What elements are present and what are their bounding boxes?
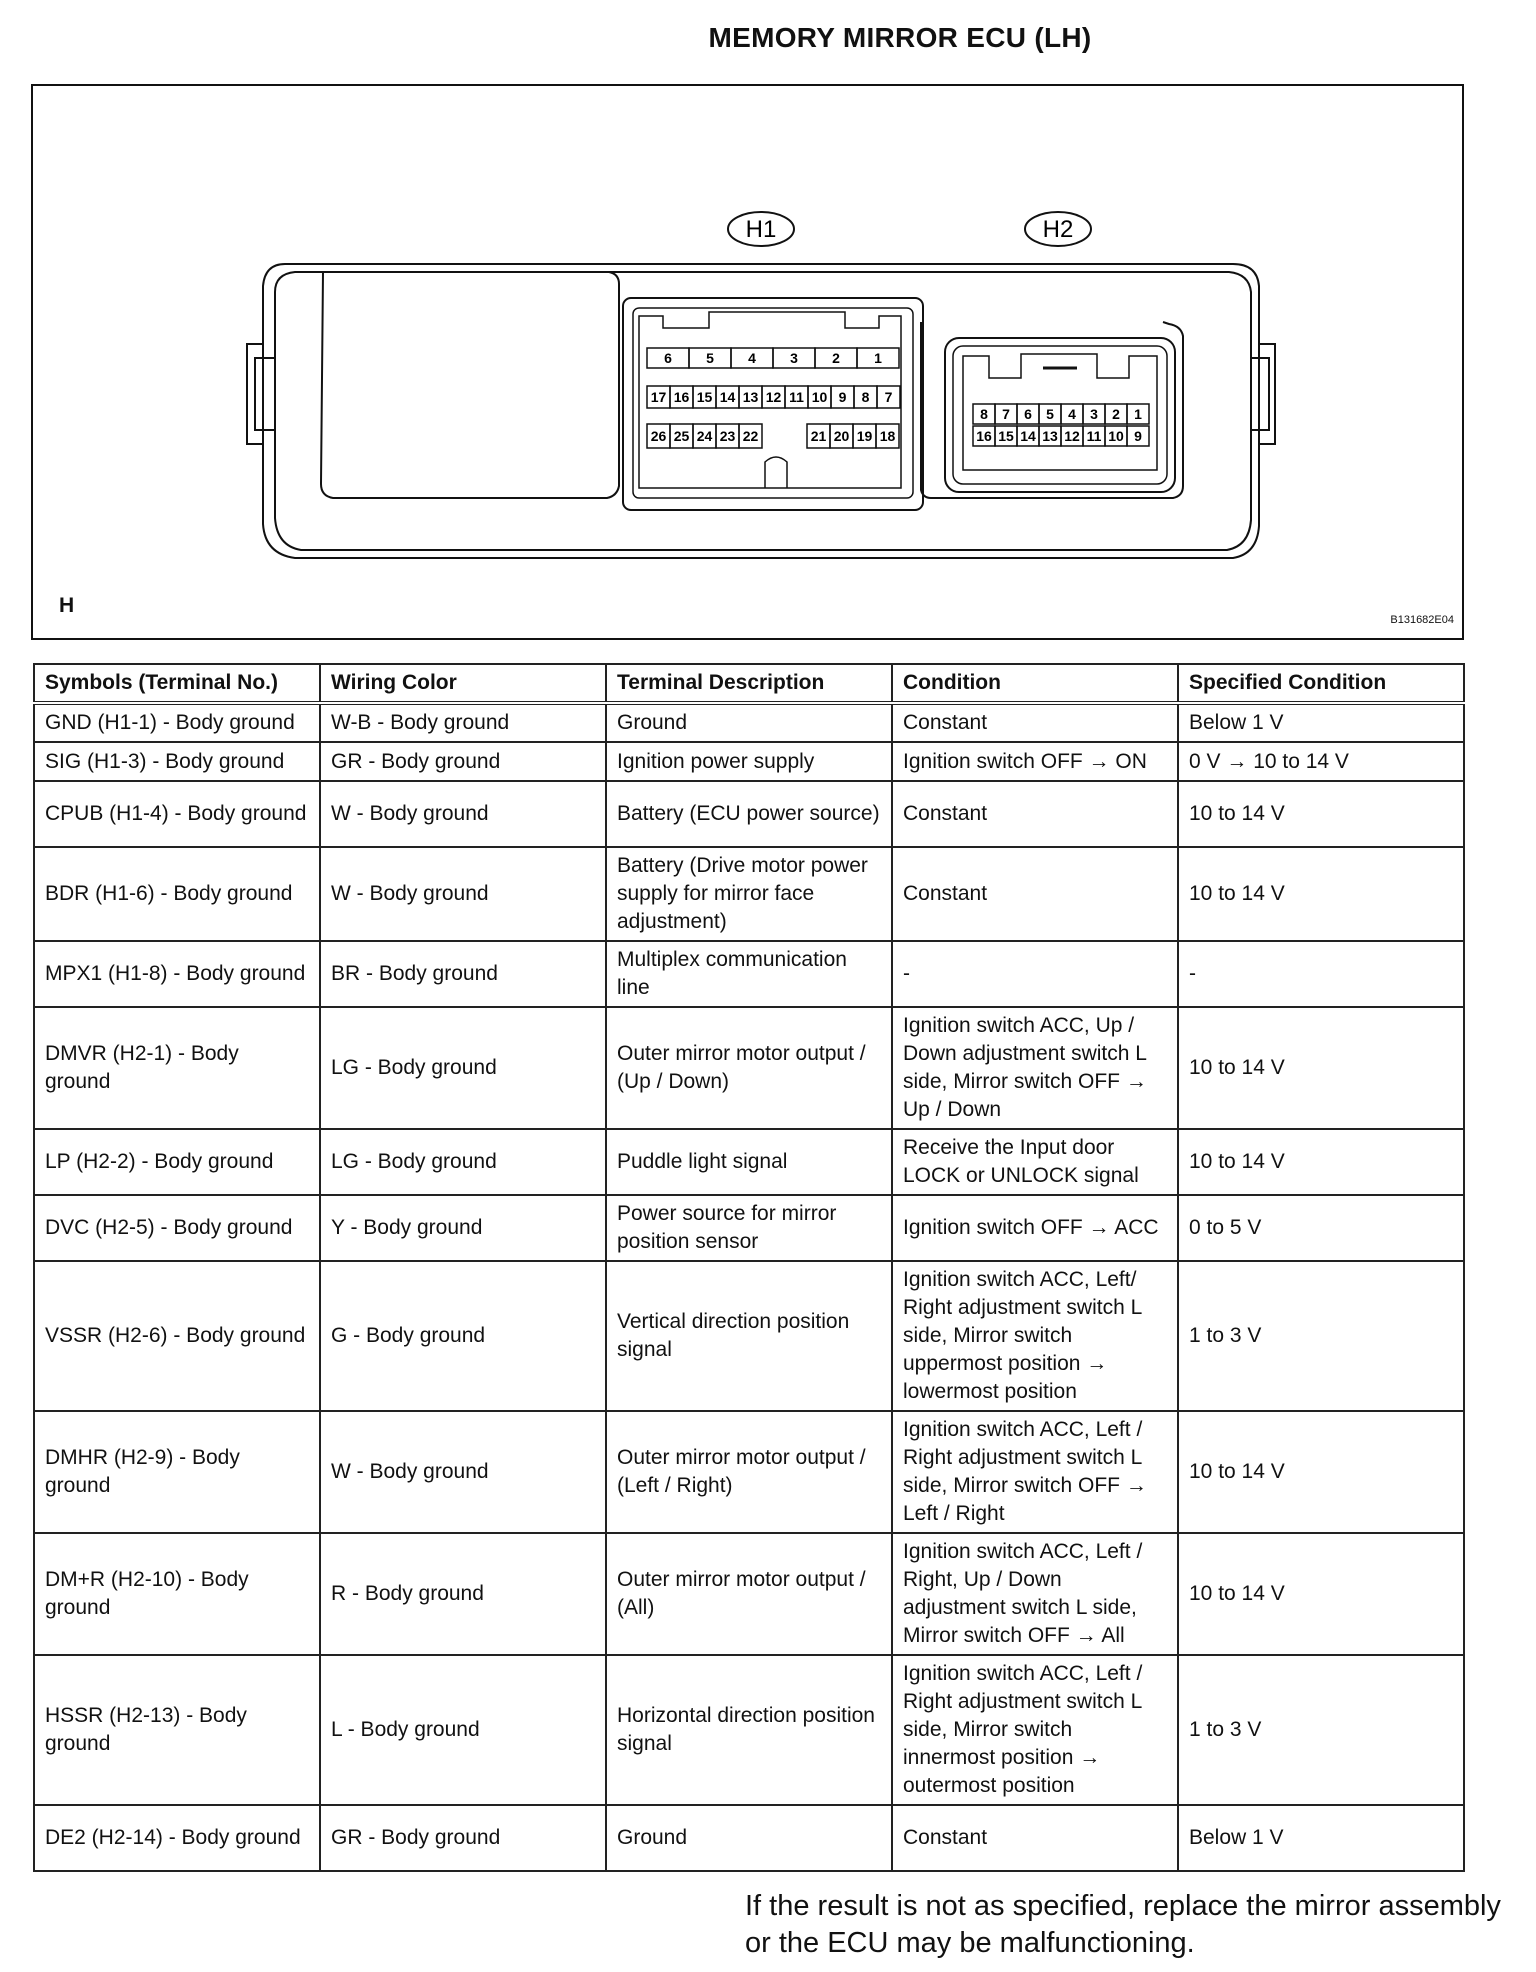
pin-number: 14 bbox=[1020, 428, 1036, 444]
pin-number: 16 bbox=[673, 389, 690, 405]
connector-diagram bbox=[31, 84, 1464, 640]
table-cell: W - Body ground bbox=[320, 847, 606, 941]
table-cell: LG - Body ground bbox=[320, 1129, 606, 1195]
table-cell: W-B - Body ground bbox=[320, 703, 606, 742]
page-title: MEMORY MIRROR ECU (LH) bbox=[708, 22, 1092, 53]
connector-pin bbox=[876, 424, 899, 448]
table-cell: 10 to 14 V bbox=[1178, 1411, 1464, 1533]
pin-number: 11 bbox=[1086, 428, 1102, 444]
footnote: If the result is not as specified, replace the mirror assembly or the ECU may be malfunctioning. bbox=[745, 1890, 1501, 1959]
table-cell: L - Body ground bbox=[320, 1655, 606, 1805]
pin-number: 24 bbox=[696, 428, 713, 444]
table-cell: Ground bbox=[606, 703, 892, 742]
table-cell: Horizontal direction position signal bbox=[606, 1655, 892, 1805]
table-cell: Ignition switch OFF → ON bbox=[892, 742, 1178, 781]
table-cell: Ignition switch ACC, Left / Right adjustment switch L side, Mirror switch innermost position → outermost position bbox=[892, 1655, 1178, 1805]
pin-number: 23 bbox=[719, 428, 736, 444]
table-cell: LG - Body ground bbox=[320, 1007, 606, 1129]
pin-number: 3 bbox=[790, 350, 798, 366]
table-cell: Receive the Input door LOCK or UNLOCK signal bbox=[892, 1129, 1178, 1195]
table-cell: - bbox=[1178, 941, 1464, 1007]
table-cell: 1 to 3 V bbox=[1178, 1261, 1464, 1411]
pin-number: 26 bbox=[650, 428, 667, 444]
table-cell: Outer mirror motor output / (Up / Down) bbox=[606, 1007, 892, 1129]
connector-h2-label: H2 bbox=[1042, 216, 1074, 243]
pin-number: 15 bbox=[998, 428, 1014, 444]
table-row bbox=[34, 742, 1464, 781]
connector-pin bbox=[854, 386, 877, 408]
connector-pin bbox=[670, 424, 693, 448]
pin-number: 4 bbox=[1068, 406, 1076, 422]
pin-number: 1 bbox=[874, 350, 882, 366]
table-cell: Ignition switch OFF → ACC bbox=[892, 1195, 1178, 1261]
table-cell: HSSR (H2-13) - Body ground bbox=[34, 1655, 320, 1805]
pin-number: 2 bbox=[832, 350, 840, 366]
connector-pin bbox=[1017, 426, 1039, 446]
table-cell: 10 to 14 V bbox=[1178, 847, 1464, 941]
table-cell: Constant bbox=[892, 1805, 1178, 1871]
connector-pin bbox=[1127, 426, 1149, 446]
h2-pin-grid bbox=[973, 404, 1149, 446]
pin-number: 2 bbox=[1112, 406, 1120, 422]
pin-number: 16 bbox=[976, 428, 992, 444]
connector-pin bbox=[1083, 426, 1105, 446]
table-row bbox=[34, 1007, 1464, 1129]
table-cell: 10 to 14 V bbox=[1178, 1533, 1464, 1655]
connector-pin bbox=[831, 386, 854, 408]
connector-pin bbox=[1061, 426, 1083, 446]
pin-number: 11 bbox=[789, 389, 804, 405]
table-cell: 10 to 14 V bbox=[1178, 781, 1464, 847]
pin-number: 1 bbox=[1134, 406, 1142, 422]
pin-number: 19 bbox=[856, 428, 873, 444]
table-row bbox=[34, 1411, 1464, 1533]
pin-number: 12 bbox=[1064, 428, 1080, 444]
table-cell: VSSR (H2-6) - Body ground bbox=[34, 1261, 320, 1411]
table-cell: Ignition switch ACC, Up / Down adjustment switch L side, Mirror switch OFF → Up / Down bbox=[892, 1007, 1178, 1129]
table-cell: Outer mirror motor output / (All) bbox=[606, 1533, 892, 1655]
table-row bbox=[34, 1805, 1464, 1871]
pin-number: 14 bbox=[719, 389, 736, 405]
pin-number: 4 bbox=[748, 350, 756, 366]
connector-pin bbox=[995, 404, 1017, 424]
connector-pin bbox=[1039, 426, 1061, 446]
connector-pin bbox=[1127, 404, 1149, 424]
pin-number: 18 bbox=[879, 428, 896, 444]
table-row bbox=[34, 1533, 1464, 1655]
connector-pin bbox=[739, 386, 762, 408]
table-row bbox=[34, 847, 1464, 941]
connector-pin bbox=[973, 404, 995, 424]
pin-number: 13 bbox=[742, 389, 759, 405]
pin-number: 6 bbox=[1024, 406, 1032, 422]
connector-pin bbox=[785, 386, 808, 408]
connector-view-letter: H bbox=[59, 594, 75, 617]
pin-number: 10 bbox=[1108, 428, 1124, 444]
table-cell: Ignition switch ACC, Left / Right, Up / Down adjustment switch L side, Mirror switch OFF → All bbox=[892, 1533, 1178, 1655]
connector-pin bbox=[877, 386, 900, 408]
pin-number: 10 bbox=[811, 389, 828, 405]
header-symbols: Symbols (Terminal No.) bbox=[34, 664, 320, 703]
table-cell: Power source for mirror position sensor bbox=[606, 1195, 892, 1261]
table-cell: Multiplex communication line bbox=[606, 941, 892, 1007]
h1-pin-grid bbox=[647, 348, 900, 448]
table-cell: BR - Body ground bbox=[320, 941, 606, 1007]
pin-number: 5 bbox=[1046, 406, 1054, 422]
table-cell: Ignition power supply bbox=[606, 742, 892, 781]
pin-number: 6 bbox=[664, 350, 672, 366]
connector-pin bbox=[995, 426, 1017, 446]
table-row bbox=[34, 941, 1464, 1007]
table-cell: Puddle light signal bbox=[606, 1129, 892, 1195]
table-cell: GR - Body ground bbox=[320, 742, 606, 781]
table-cell: DE2 (H2-14) - Body ground bbox=[34, 1805, 320, 1871]
table-row bbox=[34, 781, 1464, 847]
connector-h2 bbox=[921, 212, 1183, 498]
table-row bbox=[34, 703, 1464, 742]
pin-number: 22 bbox=[742, 428, 759, 444]
connector-h1 bbox=[623, 212, 923, 510]
table-cell: Constant bbox=[892, 703, 1178, 742]
pin-number: 17 bbox=[650, 389, 667, 405]
table-cell: Constant bbox=[892, 847, 1178, 941]
connector-pin bbox=[762, 386, 785, 408]
pin-number: 7 bbox=[1002, 406, 1010, 422]
pin-number: 8 bbox=[980, 406, 988, 422]
table-cell: Vertical direction position signal bbox=[606, 1261, 892, 1411]
table-cell: Ignition switch ACC, Left / Right adjustment switch L side, Mirror switch OFF → Left / Right bbox=[892, 1411, 1178, 1533]
connector-pin bbox=[647, 424, 670, 448]
connector-pin bbox=[857, 348, 899, 368]
table-cell: 1 to 3 V bbox=[1178, 1655, 1464, 1805]
connector-pin bbox=[647, 386, 670, 408]
connector-pin bbox=[808, 386, 831, 408]
header-wiring-color: Wiring Color bbox=[320, 664, 606, 703]
pin-number: 12 bbox=[765, 389, 782, 405]
header-terminal-description: Terminal Description bbox=[606, 664, 892, 703]
table-cell: Below 1 V bbox=[1178, 703, 1464, 742]
table-cell: - bbox=[892, 941, 1178, 1007]
connector-pin bbox=[693, 386, 716, 408]
pin-number: 15 bbox=[696, 389, 713, 405]
connector-pin bbox=[853, 424, 876, 448]
table-row bbox=[34, 1261, 1464, 1411]
table-cell: G - Body ground bbox=[320, 1261, 606, 1411]
table-cell: W - Body ground bbox=[320, 781, 606, 847]
table-header-row bbox=[34, 664, 1464, 703]
connector-pin bbox=[807, 424, 830, 448]
table-cell: MPX1 (H1-8) - Body ground bbox=[34, 941, 320, 1007]
pin-number: 7 bbox=[884, 389, 893, 405]
connector-pin bbox=[1105, 426, 1127, 446]
pin-number: 5 bbox=[706, 350, 714, 366]
connector-pin bbox=[1039, 404, 1061, 424]
table-cell: W - Body ground bbox=[320, 1411, 606, 1533]
pin-number: 3 bbox=[1090, 406, 1098, 422]
ecu-connector-drawing bbox=[33, 86, 1466, 642]
table-cell: Y - Body ground bbox=[320, 1195, 606, 1261]
table-cell: LP (H2-2) - Body ground bbox=[34, 1129, 320, 1195]
table-cell: DMHR (H2-9) - Body ground bbox=[34, 1411, 320, 1533]
connector-pin bbox=[693, 424, 716, 448]
pin-number: 21 bbox=[810, 428, 827, 444]
table-cell: 0 V → 10 to 14 V bbox=[1178, 742, 1464, 781]
table-cell: Outer mirror motor output / (Left / Right) bbox=[606, 1411, 892, 1533]
table-cell: Ground bbox=[606, 1805, 892, 1871]
table-cell: Constant bbox=[892, 781, 1178, 847]
connector-pin bbox=[689, 348, 731, 368]
pin-number: 25 bbox=[673, 428, 690, 444]
table-cell: DM+R (H2-10) - Body ground bbox=[34, 1533, 320, 1655]
connector-pin bbox=[670, 386, 693, 408]
figure-code: B131682E04 bbox=[1390, 614, 1454, 626]
table-cell: DMVR (H2-1) - Body ground bbox=[34, 1007, 320, 1129]
connector-pin bbox=[647, 348, 689, 368]
header-specified-condition: Specified Condition bbox=[1178, 664, 1464, 703]
connector-pin bbox=[1083, 404, 1105, 424]
table-cell: Battery (ECU power source) bbox=[606, 781, 892, 847]
table-cell: Below 1 V bbox=[1178, 1805, 1464, 1871]
connector-h1-label: H1 bbox=[745, 216, 777, 243]
pin-number: 20 bbox=[833, 428, 850, 444]
table-cell: 10 to 14 V bbox=[1178, 1007, 1464, 1129]
pin-number: 9 bbox=[838, 389, 847, 405]
connector-pin bbox=[716, 424, 739, 448]
terminal-spec-table bbox=[33, 663, 1465, 1872]
connector-pin bbox=[716, 386, 739, 408]
pin-number: 9 bbox=[1134, 428, 1142, 444]
pin-number: 8 bbox=[861, 389, 870, 405]
table-cell: CPUB (H1-4) - Body ground bbox=[34, 781, 320, 847]
table-cell: 10 to 14 V bbox=[1178, 1129, 1464, 1195]
connector-pin bbox=[773, 348, 815, 368]
connector-pin bbox=[973, 426, 995, 446]
connector-pin bbox=[830, 424, 853, 448]
table-cell: BDR (H1-6) - Body ground bbox=[34, 847, 320, 941]
connector-pin bbox=[731, 348, 773, 368]
connector-pin bbox=[1105, 404, 1127, 424]
table-cell: GND (H1-1) - Body ground bbox=[34, 703, 320, 742]
table-row bbox=[34, 1655, 1464, 1805]
table-cell: SIG (H1-3) - Body ground bbox=[34, 742, 320, 781]
table-cell: Battery (Drive motor power supply for mirror face adjustment) bbox=[606, 847, 892, 941]
table-row bbox=[34, 1195, 1464, 1261]
table-cell: GR - Body ground bbox=[320, 1805, 606, 1871]
table-cell: R - Body ground bbox=[320, 1533, 606, 1655]
connector-pin bbox=[1017, 404, 1039, 424]
table-cell: 0 to 5 V bbox=[1178, 1195, 1464, 1261]
table-cell: DVC (H2-5) - Body ground bbox=[34, 1195, 320, 1261]
connector-pin bbox=[815, 348, 857, 368]
header-condition: Condition bbox=[892, 664, 1178, 703]
connector-pin bbox=[739, 424, 762, 448]
pin-number: 13 bbox=[1042, 428, 1058, 444]
table-cell: Ignition switch ACC, Left/ Right adjustment switch L side, Mirror switch uppermost position → lowermost position bbox=[892, 1261, 1178, 1411]
table-row bbox=[34, 1129, 1464, 1195]
connector-pin bbox=[1061, 404, 1083, 424]
